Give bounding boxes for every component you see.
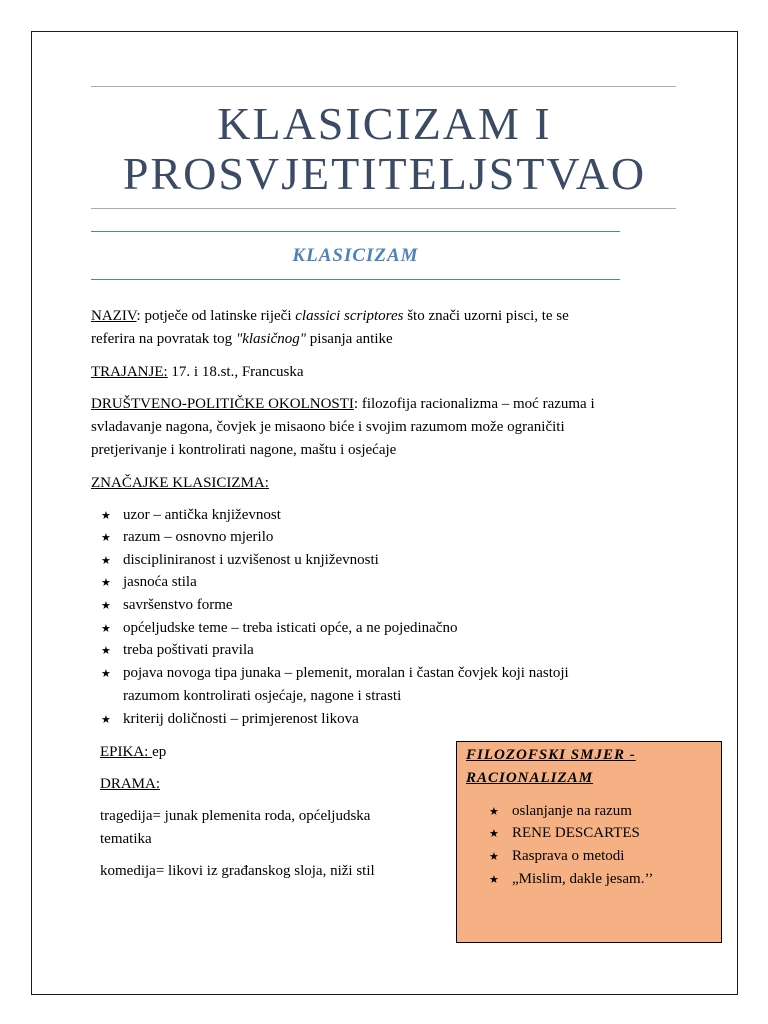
heading-rule-bottom	[91, 279, 620, 280]
komedija-line: komedija= likovi iz građanskog sloja, niži stil	[100, 863, 375, 879]
star-icon	[489, 871, 512, 889]
epika-text: ep	[152, 744, 167, 760]
trajanje-text: 17. i 18.st., Francuska	[167, 364, 304, 380]
naziv-italic-term: "klasičnog"	[235, 331, 307, 347]
okolnosti-line-2: svladavanje nagona, čovjek je misaono biće i svojim razumom može ograničiti	[91, 419, 565, 435]
star-icon	[101, 665, 123, 683]
star-icon	[101, 642, 123, 660]
epika-label: EPIKA:	[100, 744, 153, 760]
sidebox-item	[489, 824, 640, 843]
section-heading: KLASICIZAM	[292, 245, 419, 266]
star-icon	[101, 620, 123, 638]
list-item-text: općeljudske teme – treba isticati opće, a ne pojedinačno	[123, 620, 458, 636]
tragedija-line-2: tematika	[100, 831, 152, 847]
trajanje-label: TRAJANJE:	[91, 364, 168, 380]
list-item-text: treba poštivati pravila	[123, 642, 254, 658]
list-item-text: razum – osnovno mjerilo	[123, 529, 274, 545]
sidebox-item	[489, 870, 653, 889]
list-item	[101, 596, 233, 615]
list-item	[101, 710, 359, 729]
okolnosti-text: : filozofija racionalizma – moć razuma i	[353, 396, 595, 412]
list-item-text: uzor – antička književnost	[123, 507, 281, 523]
list-item	[101, 619, 457, 638]
features-label: ZNAČAJKE KLASICIZMA:	[91, 475, 269, 491]
naziv-label: NAZIV	[91, 308, 137, 324]
naziv-text: pisanja antike	[306, 331, 393, 347]
sidebox-item	[489, 802, 632, 821]
list-item-text: kriterij doličnosti – primjerenost likova	[123, 711, 359, 727]
star-icon	[489, 848, 512, 866]
sidebox-title-line-1: FILOZOFSKI SMJER -	[466, 747, 636, 763]
okolnosti-line-1	[91, 395, 595, 413]
okolnosti-label: DRUŠTVENO-POLITIČKE OKOLNOSTI	[91, 396, 354, 412]
list-item-text: pojava novoga tipa junaka – plemenit, moralan i častan čovjek koji nastoji	[123, 665, 569, 681]
document-title-line-1: KLASICIZAM I	[217, 98, 552, 149]
naziv-line-2	[91, 330, 393, 348]
title-rule-bottom	[91, 208, 676, 209]
star-icon	[489, 803, 512, 821]
list-item	[101, 641, 254, 660]
list-item	[101, 573, 197, 592]
star-icon	[101, 711, 123, 729]
list-item	[101, 664, 569, 683]
sidebox-item	[489, 847, 624, 866]
list-item-text: savršenstvo forme	[123, 597, 233, 613]
title-rule-top	[91, 86, 676, 87]
list-item-text: discipliniranost i uzvišenost u književnosti	[123, 552, 379, 568]
naziv-latin-term: classici scriptores	[295, 308, 404, 324]
sidebox-item-text: RENE DESCARTES	[512, 825, 640, 841]
naziv-text: : potječe od latinske riječi	[136, 308, 296, 324]
naziv-line-1	[91, 307, 569, 325]
star-icon	[101, 507, 123, 525]
sidebox-title-line-2: RACIONALIZAM	[466, 770, 594, 786]
list-item	[101, 506, 281, 525]
star-icon	[489, 825, 512, 843]
star-icon	[101, 597, 123, 615]
tragedija-line-1: tragedija= junak plemenita roda, općeljudska	[100, 808, 371, 824]
list-item-text: jasnoća stila	[123, 574, 197, 590]
document-title-line-2: PROSVJETITELJSTVAO	[122, 148, 647, 199]
sidebox-item-text: „Mislim, dakle jesam.’’	[512, 871, 654, 887]
drama-label: DRAMA:	[100, 776, 161, 792]
trajanje-line	[91, 363, 304, 381]
list-item	[101, 528, 273, 547]
okolnosti-line-3: pretjerivanje i kontrolirati nagone, maštu i osjećaje	[91, 442, 397, 458]
star-icon	[101, 552, 123, 570]
star-icon	[101, 574, 123, 592]
list-item-continuation: razumom kontrolirati osjećaje, nagone i strasti	[123, 688, 402, 704]
star-icon	[101, 529, 123, 547]
heading-rule-top	[91, 231, 620, 232]
list-item	[101, 551, 379, 570]
naziv-text: referira na povratak tog	[91, 331, 236, 347]
sidebox-item-text: oslanjanje na razum	[512, 803, 632, 819]
naziv-text: što znači uzorni pisci, te se	[403, 308, 569, 324]
sidebox-item-text: Rasprava o metodi	[512, 848, 625, 864]
epika-line	[100, 743, 166, 761]
